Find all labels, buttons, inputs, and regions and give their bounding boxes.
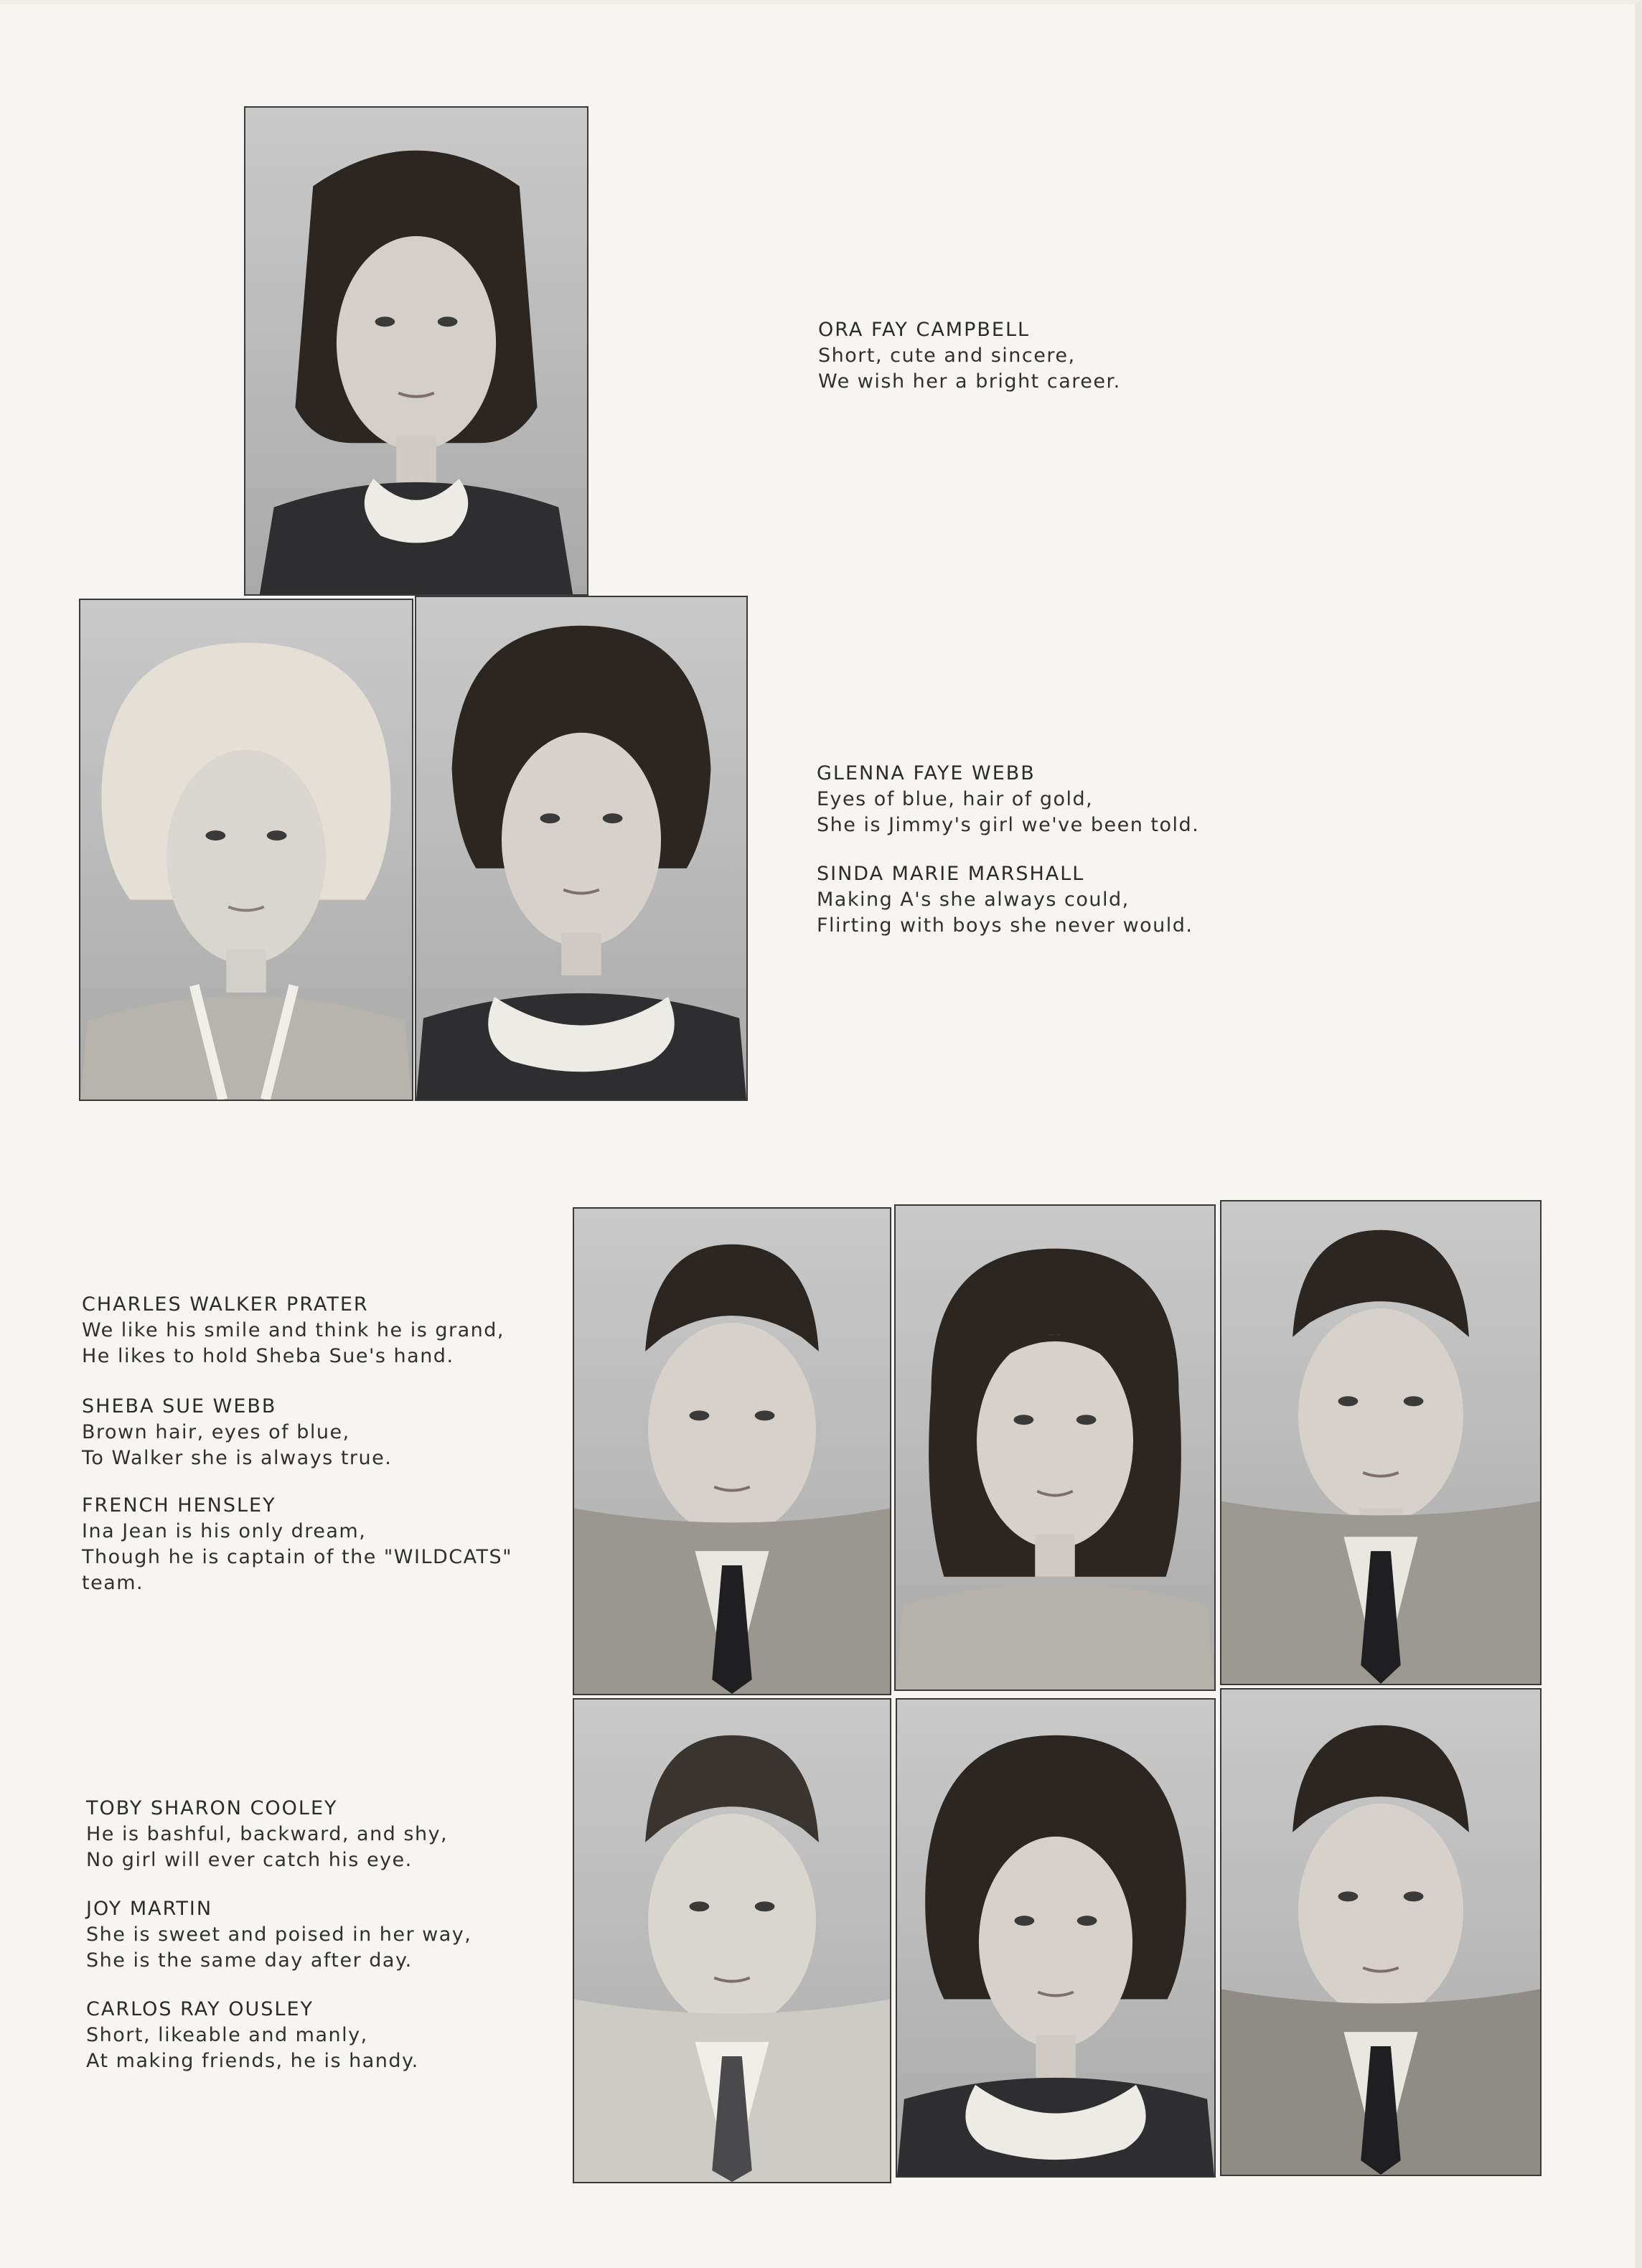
verse-line: She is sweet and poised in her way, (86, 1923, 472, 1946)
portrait-sinda-marie-marshall (415, 596, 748, 1101)
entry-carlos-ray-ousley (86, 1997, 419, 2074)
verse-line: To Walker she is always true. (82, 1447, 393, 1469)
entry-name: TOBY SHARON COOLEY (86, 1797, 338, 1819)
entry-french-hensley (82, 1493, 512, 1596)
portrait-french-hensley (1220, 1200, 1542, 1685)
verse-line: Making A's she always could, (817, 889, 1130, 911)
entry-name: ORA FAY CAMPBELL (818, 319, 1031, 341)
entry-ora-fay-campbell (818, 317, 1121, 395)
entry-name: CHARLES WALKER PRATER (82, 1293, 369, 1316)
verse-line: He is bashful, backward, and shy, (86, 1823, 449, 1845)
entry-sheba-sue-webb (82, 1394, 392, 1471)
entry-sinda-marie-marshall (817, 861, 1193, 939)
verse-line: Eyes of blue, hair of gold, (817, 788, 1094, 810)
portrait-charles-walker-prater (573, 1207, 891, 1695)
entry-toby-sharon-cooley (86, 1796, 448, 1873)
verse-line: He likes to hold Sheba Sue's hand. (82, 1345, 454, 1367)
portrait-ora-fay-campbell (244, 106, 588, 596)
verse-line: At making friends, he is handy. (86, 2050, 419, 2072)
verse-line: She is Jimmy's girl we've been told. (817, 814, 1200, 836)
portrait-carlos-ray-ousley (1220, 1688, 1542, 2176)
entry-name: GLENNA FAYE WEBB (817, 762, 1036, 784)
portrait-glenna-faye-webb (79, 599, 413, 1101)
verse-line: She is the same day after day. (86, 1949, 413, 1972)
entry-name: JOY MARTIN (86, 1898, 213, 1920)
portrait-joy-martin (896, 1698, 1216, 2178)
verse-line: We wish her a bright career. (818, 370, 1121, 393)
entry-charles-walker-prater (82, 1292, 505, 1369)
verse-line: Flirting with boys she never would. (817, 914, 1193, 937)
verse-line: Short, cute and sincere, (818, 345, 1076, 367)
verse-line: team. (82, 1572, 144, 1594)
entry-name: CARLOS RAY OUSLEY (86, 1998, 314, 2020)
entry-name: FRENCH HENSLEY (82, 1494, 276, 1517)
verse-line: We like his smile and think he is grand, (82, 1319, 505, 1341)
entry-glenna-faye-webb (817, 761, 1199, 838)
verse-line: Ina Jean is his only dream, (82, 1520, 367, 1542)
portrait-sheba-sue-webb (894, 1204, 1216, 1691)
verse-line: Though he is captain of the "WILDCATS" (82, 1546, 513, 1568)
entry-name: SINDA MARIE MARSHALL (817, 863, 1085, 885)
entry-name: SHEBA SUE WEBB (82, 1395, 277, 1418)
portrait-toby-sharon-cooley (573, 1698, 891, 2183)
verse-line: Short, likeable and manly, (86, 2024, 368, 2046)
verse-line: No girl will ever catch his eye. (86, 1849, 413, 1871)
entry-joy-martin (86, 1896, 472, 1974)
verse-line: Brown hair, eyes of blue, (82, 1421, 350, 1443)
